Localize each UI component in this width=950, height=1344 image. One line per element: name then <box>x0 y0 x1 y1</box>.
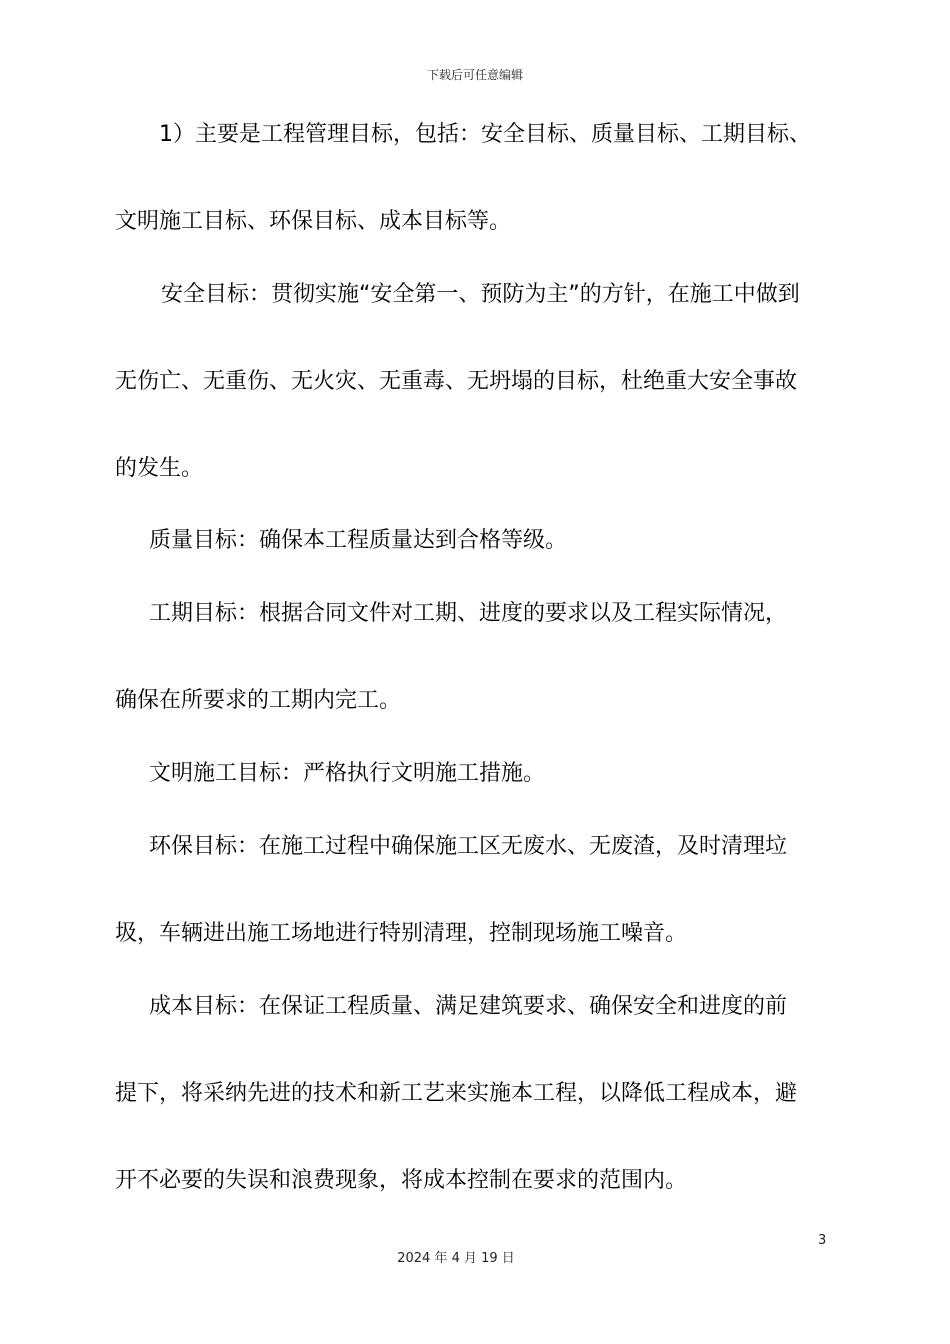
text-line: 1）主要是工程管理目标，包括：安全目标、质量目标、工期目标、 <box>159 122 811 147</box>
paragraph-safety-goal <box>115 251 845 512</box>
page-header: 下载后可任意编辑 <box>426 68 523 82</box>
text-line: 环保目标：在施工过程中确保施工区无废水、无废渣，及时清理垃 <box>149 834 788 859</box>
text-line: 开不必要的失误和浪费现象，将成本控制在要求的范围内。 <box>115 1168 688 1193</box>
page-footer-date: 2024 年 4 月 19 日 <box>397 1251 515 1266</box>
text-line: 无伤亡、无重伤、无火灾、无重毒、无坍塌的目标，杜绝重大安全事故 <box>115 369 798 394</box>
text-line: 文明施工目标、环保目标、成本目标等。 <box>115 209 512 234</box>
paragraph-management-goals <box>115 91 845 265</box>
paragraph-environmental-goal <box>115 803 845 977</box>
page-number: 3 <box>818 1233 827 1248</box>
paragraph-cost-goal <box>115 963 845 1224</box>
text-line: 安全目标：贯彻实施“安全第一、预防为主”的方针，在施工中做到 <box>161 282 800 307</box>
text-line: 成本目标：在保证工程质量、满足建筑要求、确保安全和进度的前 <box>149 994 788 1019</box>
text-line: 质量目标：确保本工程质量达到合格等级。 <box>149 528 568 553</box>
text-line: 确保在所要求的工期内完工。 <box>115 688 402 713</box>
text-line: 圾，车辆进出施工场地进行特别清理，控制现场施工噪音。 <box>115 921 688 946</box>
text-line: 的发生。 <box>115 456 204 481</box>
text-line: 文明施工目标：严格执行文明施工措施。 <box>149 761 546 786</box>
text-line: 提下，将采纳先进的技术和新工艺来实施本工程，以降低工程成本，避 <box>115 1081 798 1106</box>
paragraph-schedule-goal <box>115 570 845 744</box>
text-line: 工期目标：根据合同文件对工期、进度的要求以及工程实际情况， <box>149 601 788 626</box>
